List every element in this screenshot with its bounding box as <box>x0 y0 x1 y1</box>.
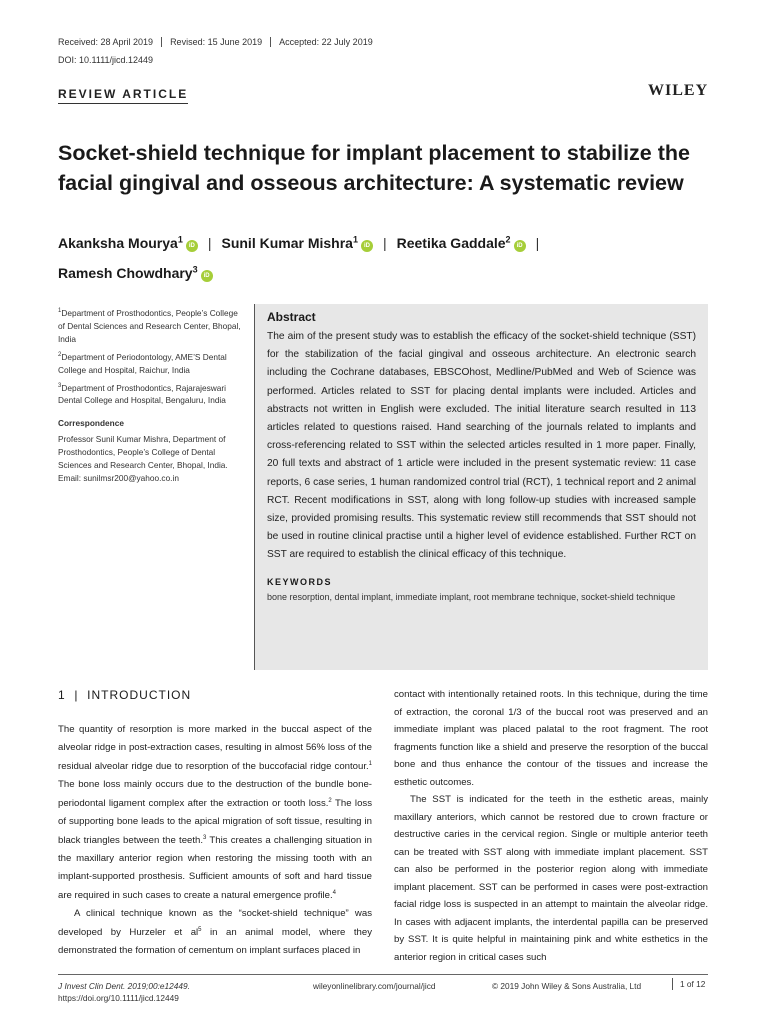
article-title: Socket-shield technique for implant placement to stabilize the facial gingival and osseous architecture: A systematic review <box>58 141 690 195</box>
journal-citation: J Invest Clin Dent. 2019;00:e12449. <box>58 981 190 991</box>
correspondence-heading: Correspondence <box>58 418 124 429</box>
doi-link[interactable]: https://doi.org/10.1111/jicd.12449 <box>58 993 179 1003</box>
affiliation: $^1$Department of Prosthodontics, People’s College of Dental Sciences and Research Center, Bhopal, India <box>58 307 241 344</box>
paragraph: The SST is indicated for the teeth in the esthetic areas, mainly maxillary anteriors, which cannot be restored due to crown fracture or destructive caries in the cervical region. Single or multiple anterior teeth can be treated with SST along with immediate implant placement. SST can also be performed in the posterior region along with immediate implant placement. SST can be performed in cases were post-extraction facial ridge loss is suspected in an attempt to maintain the alveolar ridge. In cases with adjacent implants, the interdental papilla can be preserved by SST. It is quite helpful in maintaining pink and white esthetics in the anterior region in critical cases such <box>394 794 708 963</box>
paragraph: The quantity of resorption is more marked in the buccal aspect of the alveolar ridge in post-extraction cases, resulting in almost 56% loss of the residual alveolar ridge due to resorption of the buccofacial ridge contour.$^1$ The bone loss mainly occurs due to the destruction of the bundle bone-periodontal ligament complex after the extraction or tooth loss.$^2$ The loss of supporting bone leads to the apical migration of soft tissue, resulting in black triangles between the teeth.$^3$ This creates a challenging situation in the maxillary anterior region when restoring the missing tooth with an implant-supported prosthesis. Sufficient amounts of soft and hard tissue are required in such cases to create a natural emergence profile.$^4$ <box>58 724 372 902</box>
correspondence-email[interactable]: Email: sunilmsr200@yahoo.co.in <box>58 473 179 484</box>
revised-date: Revised: 15 June 2019 <box>162 37 271 47</box>
footer-website[interactable]: wileyonlinelibrary.com/journal/jicd <box>313 981 436 991</box>
correspondence-text: Professor Sunil Kumar Mishra, Department of Prosthodontics, People’s College of Dental Sciences and Research Center, Bhopal, India. Email: sunilmsr200@yahoo.co.in <box>58 434 228 484</box>
affiliations <box>58 305 243 485</box>
paragraph: contact with intentionally retained roots. In this technique, during the time of extraction, the coronal 1/3 of the buccal root was preserved and an immediate implant was placed palatal to the root fragment. The root fragments function like a shield and preserve the resorption of the buccal bone and thus enhance the contour of the tissues and increase the esthetic outcomes. <box>394 689 708 788</box>
section-heading: 1 | INTRODUCTION <box>58 688 192 702</box>
author[interactable]: Ramesh Chowdhary$^3$iD <box>58 265 213 281</box>
body-column-left <box>58 721 372 959</box>
orcid-icon[interactable]: iD <box>186 240 198 252</box>
keywords-text: bone resorption, dental implant, immediate implant, root membrane technique, socket-shield technique <box>267 591 676 602</box>
orcid-icon[interactable]: iD <box>201 270 213 282</box>
publication-dates <box>58 37 381 47</box>
author-list: Akanksha Mourya$^1$iD | Sunil Kumar Mishra$^1$iD | Reetika Gaddale$^2$iD | Ramesh Chowdhary$^3$iD <box>58 234 540 282</box>
author[interactable]: Reetika Gaddale$^2$iD <box>397 235 526 251</box>
article-type: REVIEW ARTICLE <box>58 87 188 104</box>
orcid-icon[interactable]: iD <box>514 240 526 252</box>
received-date: Received: 28 April 2019 <box>58 37 162 47</box>
footer-divider <box>58 974 708 975</box>
footer-copyright: © 2019 John Wiley & Sons Australia, Ltd <box>492 981 642 991</box>
abstract-text: The aim of the present study was to establish the efficacy of the socket-shield technique (SST) for the stabilization of the facial gingival and osseous architecture. An electronic search including the Cochrane databases, EBSCOhost, Medline/PubMed and Web of Science was performed. Articles related to SST for placing dental implants were included. Articles and abstracts not written in English were excluded. The initial literature search resulted in 113 articles related to questions raised. Hand searching of the journals related to implants and cross-referencing related to SST within the selected articles resulted in 1 more paper. Finally, 20 full texts and abstract of 1 article were included in the present systematic review: 11 case reports, 6 case series, 1 human randomized control trial (RCT), 1 technical report and 2 animal RCT. Recent modifications in SST, along with long follow-up studies with increased sample size, provided promising results. This systematic review still recommends that SST should not be used in routine clinical practise until a higher level of evidence established. Further RCT on SST are required to establish the clinical efficacy of this technique. <box>267 331 696 561</box>
accepted-date: Accepted: 22 July 2019 <box>279 37 373 47</box>
keywords-heading: KEYWORDS <box>267 576 333 587</box>
affiliation: $^2$Department of Periodontology, AME’S Dental College and Hospital, Raichur, India <box>58 351 227 375</box>
affiliation: $^3$Department of Prosthodontics, Rajarajeswari Dental College and Hospital, Bengaluru, India <box>58 382 226 406</box>
author[interactable]: Akanksha Mourya$^1$iD <box>58 235 198 251</box>
paragraph: A clinical technique known as the “socket-shield technique” was developed by Hurzeler et $al^5$ in an animal model, where they demonstrated the formation of cementum on implant surfaces placed in <box>58 907 372 956</box>
doi[interactable]: DOI: 10.1111/jicd.12449 <box>58 55 154 65</box>
page-number: 1 of 12 <box>672 978 705 990</box>
publisher-logo: WILEY <box>648 82 709 99</box>
author[interactable]: Sunil Kumar Mishra$^1$iD <box>221 235 372 251</box>
orcid-icon[interactable]: iD <box>361 240 373 252</box>
footer-citation <box>58 980 190 1004</box>
abstract-heading: Abstract <box>267 310 316 324</box>
abstract-box <box>254 304 708 670</box>
body-column-right <box>394 686 708 966</box>
